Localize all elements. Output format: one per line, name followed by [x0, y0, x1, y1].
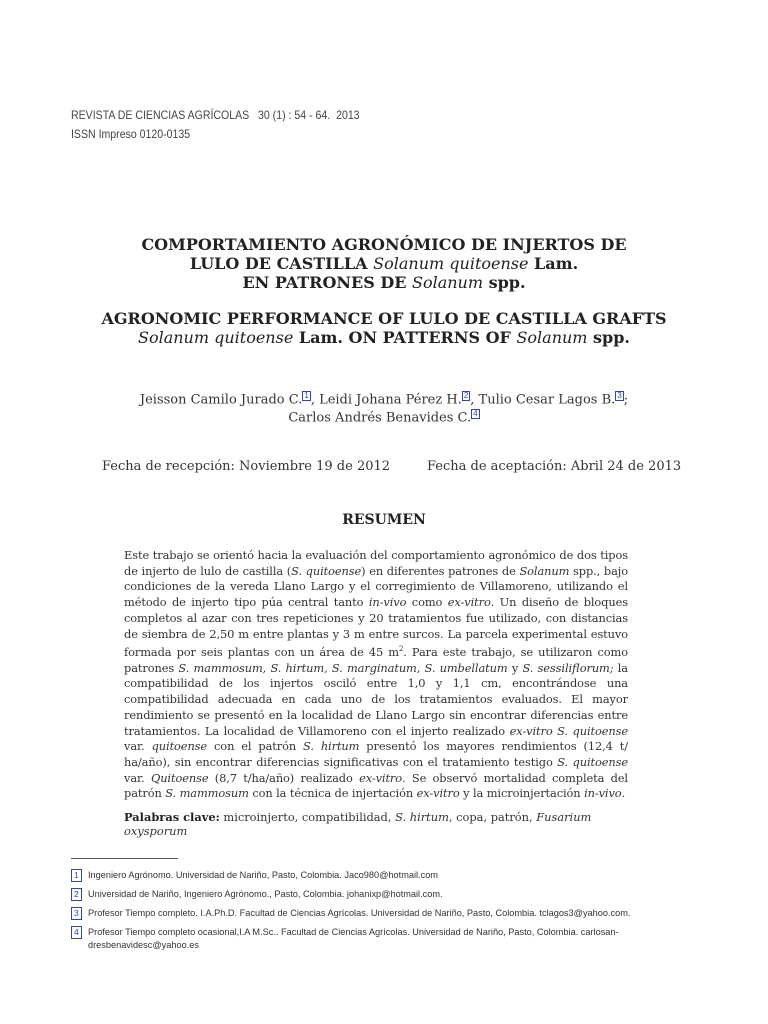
abstract-body	[124, 548, 628, 802]
title-en-species: Solanum quitoense	[137, 328, 294, 347]
abstract-text: var.	[124, 770, 151, 785]
title-en-text: Lam. ON PATTERNS OF	[293, 328, 517, 347]
abstract-text: y la microinjertación	[459, 786, 585, 801]
abstract-species: S. sessiliflorum;	[522, 660, 614, 675]
abstract-species: S. mammosum, S. hirtum, S. marginatum, S. umbellatum	[178, 660, 508, 675]
abstract-text: la compatibilidad de los injertos osciló entre 1,0 y 1,1 cm, encontrándose una compatibilidad adecuada en cada uno de los tratamientos evaluados. El mayor rendimiento se presentó en la localidad de Llano Largo sin encontrar diferencias entre tratamientos. La localidad de Villamoreno con el injerto realizado	[124, 660, 628, 738]
accepted-date: Fecha de aceptación: Abril 24 de 2013	[427, 459, 682, 474]
abstract-species: S. hirtum	[303, 739, 360, 754]
title-en-genus: Solanum	[516, 328, 588, 347]
abstract-species: S. quitoense	[291, 563, 362, 578]
title-en-text: spp.	[587, 328, 630, 347]
footnote-link[interactable]: 1	[304, 391, 309, 400]
footnote-text: Profesor Tiempo completo ocasional,I.A M.Sc.. Facultad de Ciencias Agrícolas. Universidad de Nariño, Pasto, Colombia. carlosan-	[88, 927, 619, 937]
footnote-number[interactable]: 1	[71, 869, 82, 882]
abstract-text: . Se observó mortalidad completa del patrón	[124, 770, 628, 801]
abstract-heading: RESUMEN	[342, 512, 426, 528]
author-name: Jeisson Camilo Jurado C.	[139, 392, 303, 408]
abstract-term: in-vivo	[584, 786, 622, 801]
footnote-item	[71, 904, 691, 923]
title-en-line1: AGRONOMIC PERFORMANCE OF LULO DE CASTILLA GRAFTS	[101, 309, 667, 328]
footnote-link[interactable]: 4	[473, 409, 478, 419]
abstract-text: con el patrón	[207, 739, 304, 754]
abstract-text: presentó los mayores rendimientos (12,4 t/ ha/año), sin encontrar diferencias significativas con el tratamiento testigo	[124, 739, 628, 769]
title-en	[40, 309, 728, 328]
title-es-text: LULO DE CASTILLA	[189, 254, 374, 273]
footnote-link[interactable]: 3	[617, 391, 622, 400]
abstract-species: Solanum	[519, 563, 570, 578]
footnote-number[interactable]: 2	[71, 888, 82, 901]
title-es-text: spp.	[483, 273, 526, 292]
abstract-superscript: 2	[398, 645, 404, 654]
abstract-text: spp., bajo condiciones de la vereda Llano Largo y el corregimiento de Villamoreno, utilizando el método de injerto tipo púa central tanto	[124, 563, 628, 610]
abstract-text: . Para este trabajo, se utilizaron como patrones	[124, 645, 628, 675]
abstract-text: Este trabajo se orientó hacia la evaluación del comportamiento agronómico de dos tipos de injerto de lulo de castilla (	[124, 548, 628, 578]
abstract-text: ) en diferentes patrones de	[361, 563, 520, 578]
abstract-text: .	[621, 786, 626, 801]
abstract-text: y	[507, 660, 523, 675]
journal-header	[71, 106, 360, 144]
footnote-number[interactable]: 4	[71, 926, 82, 939]
footnotes	[71, 866, 691, 952]
title-es-text: Lam.	[528, 254, 579, 273]
abstract-term: ex-vitro	[416, 786, 460, 801]
abstract-text: . Un diseño de bloques completos al azar con tres repeticiones y 20 tratamientos fue utilizado, con distancias de siembra de 2,50 m entre plantas y 3 m entre surcos. La parcela experimental estuvo formada por seis plantas con un área de 45 m	[124, 595, 628, 660]
title-en-line2	[40, 328, 728, 347]
authors-line1	[40, 391, 728, 409]
footnote-text: Universidad de Nariño, Ingeniero Agrónomo., Pasto, Colombia. johanixp@hotmail.com.	[88, 889, 443, 899]
abstract-term: ex-vitro	[359, 770, 403, 785]
title-es	[40, 235, 728, 254]
keywords-text: , copa, patrón,	[448, 810, 537, 824]
title-block	[40, 235, 728, 347]
author-name: , Leidi Johana Pérez H.	[310, 392, 462, 408]
title-es-line2	[40, 254, 728, 273]
footnote-item	[71, 885, 691, 904]
title-es-species: Solanum quitoense	[373, 254, 529, 273]
footnote-divider	[71, 858, 178, 859]
abstract-text: como	[406, 595, 448, 610]
title-es-line1: COMPORTAMIENTO AGRONÓMICO DE INJERTOS DE	[141, 235, 627, 254]
abstract-species: quitoense	[151, 739, 208, 754]
abstract-text: con la técnica de injertación	[248, 786, 417, 801]
author-name: Carlos Andrés Benavides C.	[288, 410, 472, 426]
abstract-species: Quitoense	[150, 770, 209, 785]
abstract-species: S. mammosum	[165, 786, 249, 801]
title-es-genus: Solanum	[411, 273, 484, 292]
footnote-item	[71, 866, 691, 885]
abstract-species: S. quitoense	[557, 754, 629, 769]
abstract-text: var.	[124, 739, 152, 754]
title-es-text: EN PATRONES DE	[242, 273, 412, 292]
title-es-line3	[40, 273, 728, 292]
abstract-term: in-vivo	[368, 595, 407, 610]
authors	[40, 391, 728, 428]
keywords-species: S. hirtum	[395, 810, 449, 824]
footnote-text: Ingeniero Agrónomo. Universidad de Nariño, Pasto, Colombia. Jaco980@hotmail.com	[88, 870, 438, 880]
footnote-item	[71, 923, 691, 952]
abstract-text: (8,7 t/ha/año) realizado	[208, 770, 360, 785]
author-name: , Tulio Cesar Lagos B.	[470, 392, 616, 408]
author-separator: ;	[623, 392, 629, 408]
abstract-term: ex-vitro	[447, 595, 491, 610]
abstract-species: ex-vitro S. quitoense	[509, 723, 628, 738]
journal-citation: REVISTA DE CIENCIAS AGRÍCOLAS 30 (1) : 54 - 64. 2013	[71, 108, 360, 122]
footnote-text-continued: dresbenavidesc@yahoo.es	[88, 940, 199, 950]
footnote-number[interactable]: 3	[71, 907, 82, 920]
keywords-species: Fusarium oxysporum	[124, 810, 592, 838]
authors-line2	[40, 409, 728, 427]
keywords-label: Palabras clave:	[124, 810, 220, 824]
received-date: Fecha de recepción: Noviembre 19 de 2012	[102, 459, 391, 474]
journal-issn: ISSN Impreso 0120-0135	[71, 127, 191, 141]
footnote-text: Profesor Tiempo completo. I.A.Ph.D. Facultad de Ciencias Agrícolas. Universidad de Nariño, Pasto, Colombia. tclagos3@yahoo.com.	[88, 908, 631, 918]
keywords	[124, 810, 644, 838]
keywords-text: microinjerto, compatibilidad,	[219, 810, 396, 824]
footnote-link[interactable]: 2	[463, 391, 469, 400]
